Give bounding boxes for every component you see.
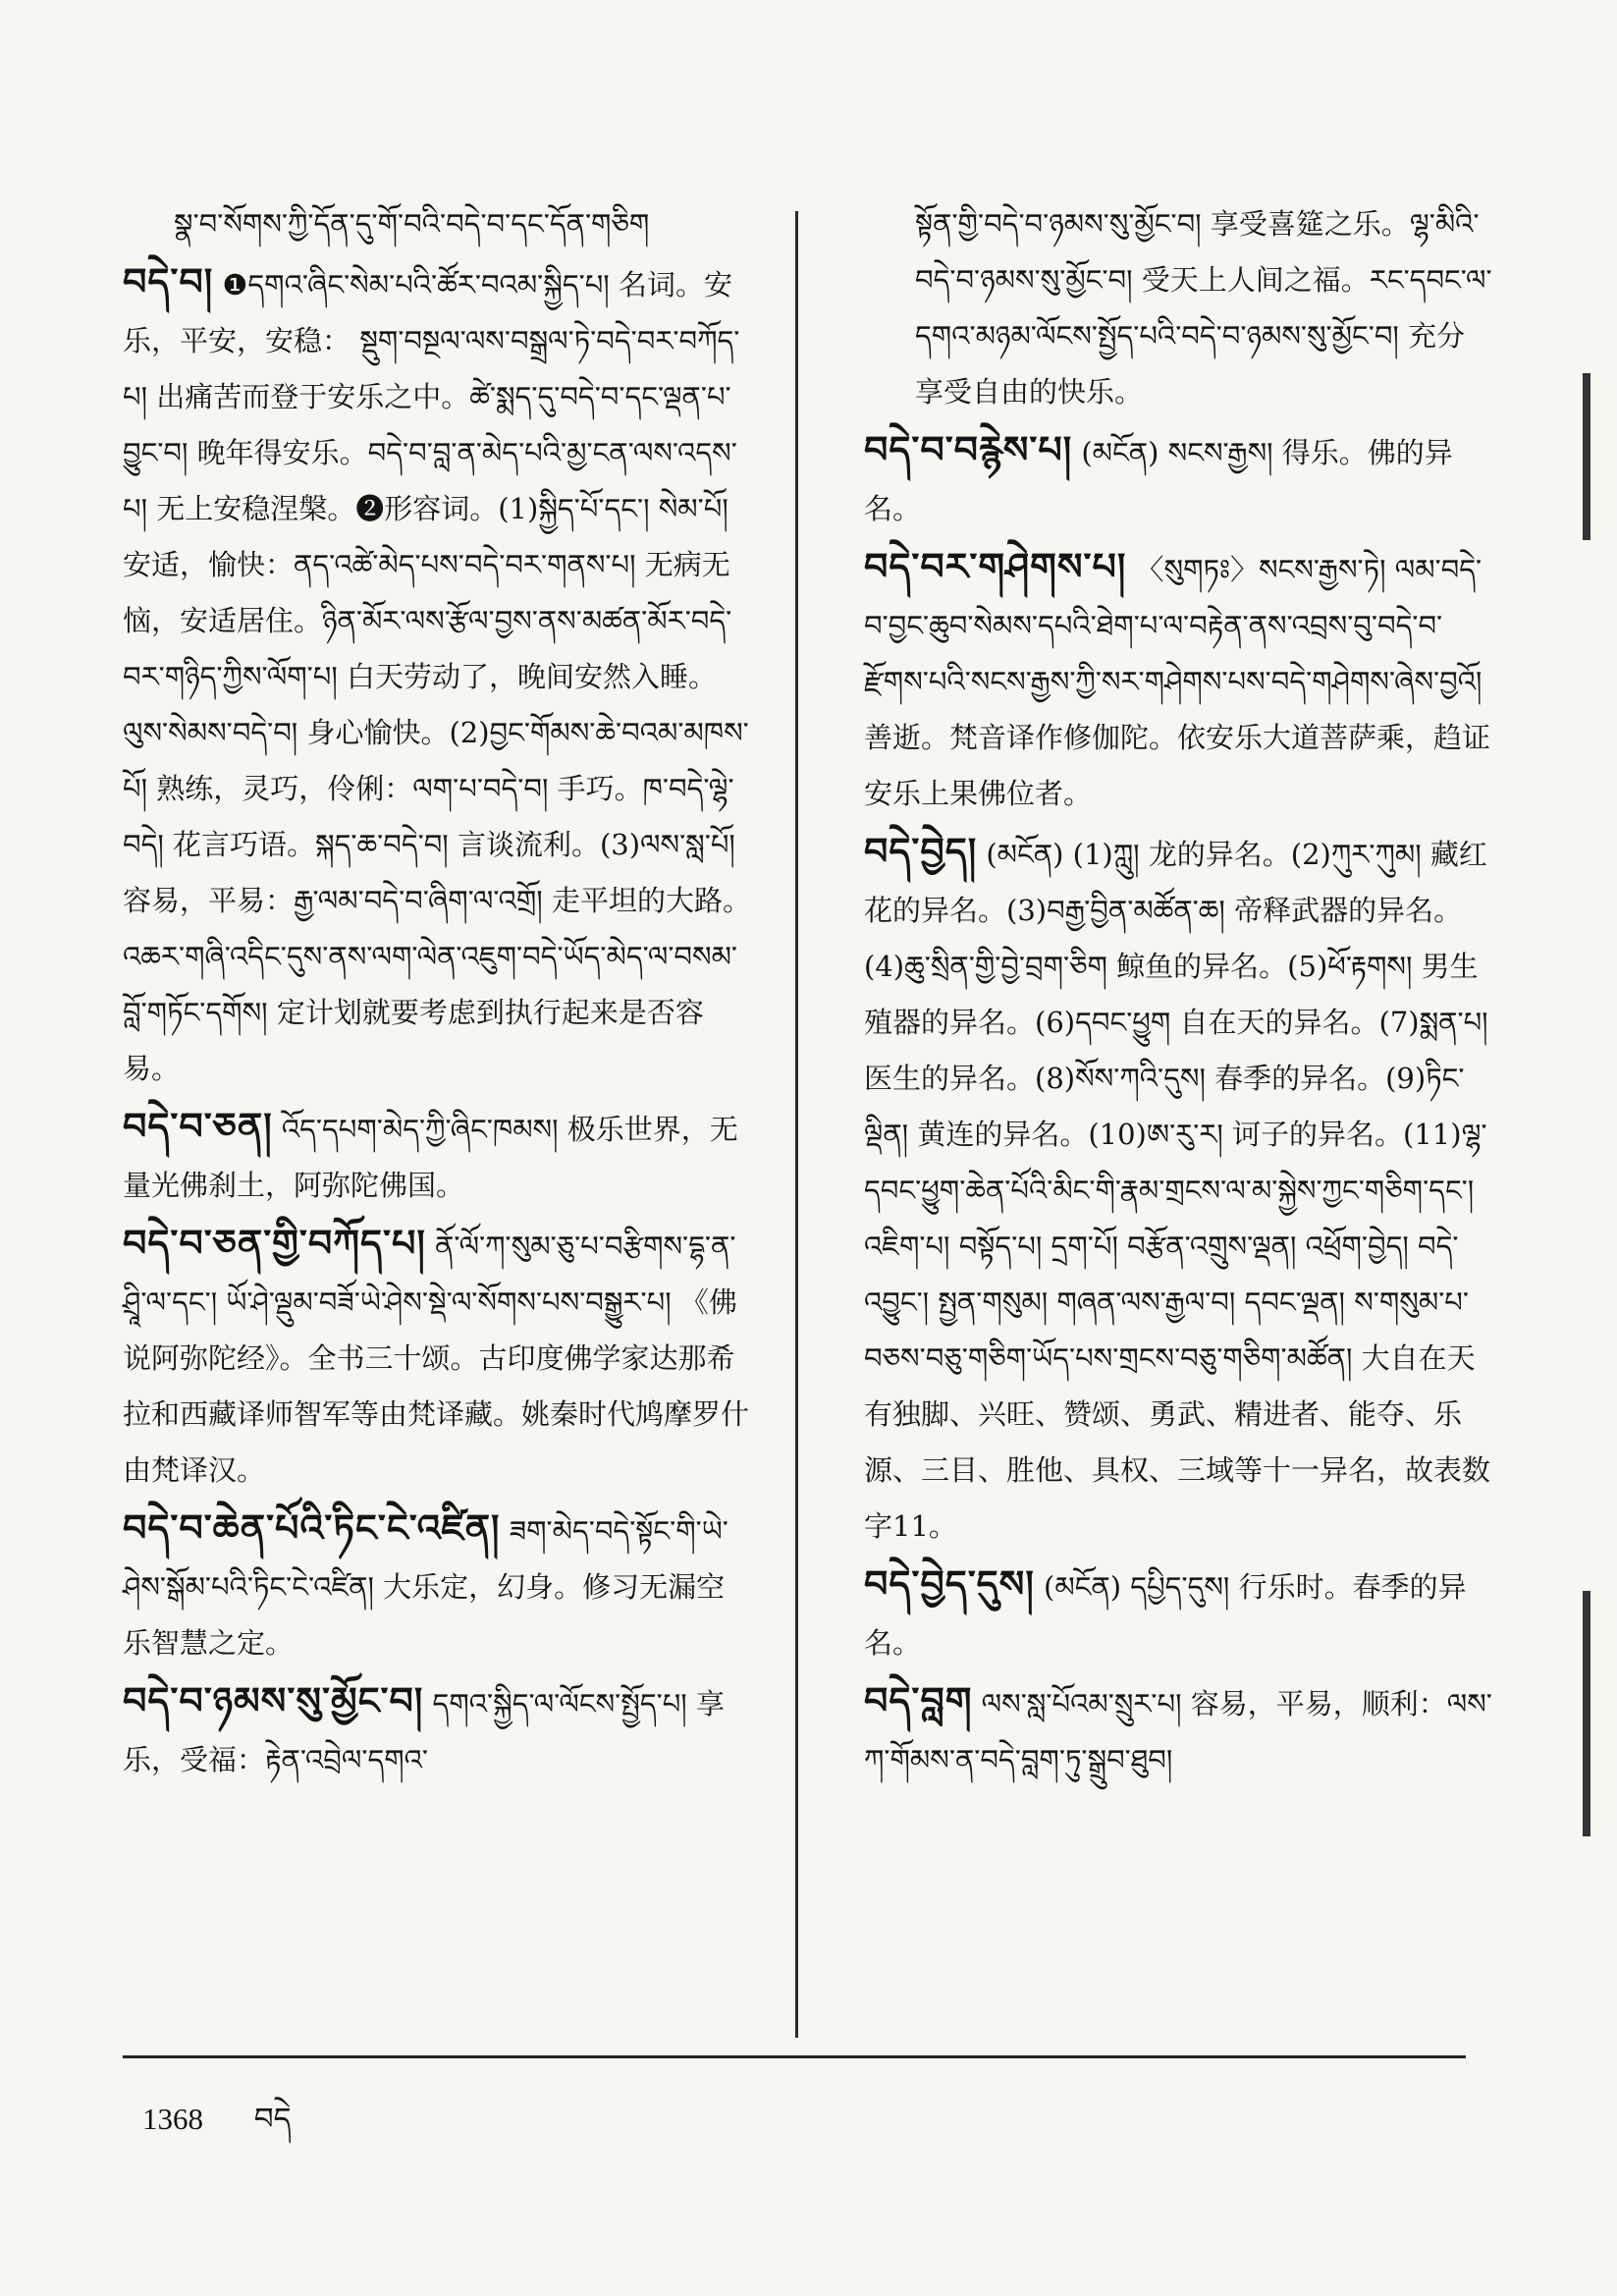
- headword: བདེ་བྱེད།: [864, 830, 978, 873]
- definition: ནོ་ལོ་ཀ་སུམ་ཅུ་པ་བརྩིགས་དྷ་ན་ཤྲཱི་ལ་དང་། ཡོ་ཤེ་ལྡུམ་བཟོ་ཡེ་ཤེས་སྡེ་ལ་སོགས་པས་བསྒྱུར་པ། 《佛说阿弥陀经》。全书三十颂。古印度佛学家达那希拉和西藏译师智军等由梵译藏。姚秦时代鸠摩罗什由梵译汉。: [123, 1230, 750, 1487]
- headword: བདེ་བ་བརྙེས་པ།: [864, 428, 1073, 471]
- definition: འོད་དཔག་མེད་ཀྱི་ཞིང་ཁམས། 极乐世界，无量光佛刹土，阿弥陀佛国。: [123, 1113, 738, 1202]
- dictionary-entry: [864, 1557, 1492, 1671]
- definition: (མངོན) དཔྱིད་དུས། 行乐时。春季的异名。: [864, 1570, 1467, 1660]
- column-divider: [795, 211, 798, 2038]
- headword: བདེ་བར་གཤེགས་པ།: [864, 545, 1127, 588]
- dictionary-entry: [864, 539, 1492, 822]
- dictionary-entry: [864, 1673, 1492, 1788]
- dictionary-entry: [123, 1099, 751, 1214]
- dictionary-entry: [123, 1216, 751, 1499]
- headword: བདེ་བ་ཅན་གྱི་བཀོད་པ།: [123, 1222, 426, 1265]
- page-footer: [142, 2085, 292, 2170]
- dictionary-entry: [123, 254, 751, 1097]
- page-number: 1368: [142, 2102, 203, 2136]
- binding-edge-mark: [1583, 1591, 1590, 1836]
- headword: བདེ་བྱེད་དུས།: [864, 1562, 1035, 1606]
- headword: བདེ་བླག: [864, 1679, 973, 1722]
- continuation-entry: སྣ་བ་སོགས་ཀྱི་དོན་དུ་གོ་བའི་བདེ་བ་དང་དོན་གཅིག: [174, 207, 650, 241]
- left-column: [123, 196, 751, 1790]
- dictionary-entry: [123, 1673, 751, 1788]
- running-head: བདེ: [253, 2102, 292, 2136]
- definition: 〈སུགཏཿ〉སངས་རྒྱས་ཏེ། ལམ་བདེ་བ་བྱང་ཆུབ་སེམས་དཔའི་ཐེག་པ་ལ་བརྟེན་ནས་འབྲས་བུ་བདེ་བ་རྫོགས་པའི་སངས་རྒྱས་ཀྱི་སར་གཤེགས་པས་བདེ་གཤེགས་ཞེས་བྱའོ། 善逝。梵音译作修伽陀。依安乐大道菩萨乘，趋证安乐上果佛位者。: [864, 553, 1491, 810]
- headword: བདེ་བ་ཉམས་སུ་མྱོང་བ།: [123, 1679, 424, 1722]
- right-column: [864, 196, 1492, 1790]
- binding-edge-mark: [1583, 373, 1590, 540]
- definition: དགའ་སྐྱིད་ལ་ལོངས་སྤྱོད་པ། 享乐，受福：རྟེན་འབྲེལ་དགའ་: [123, 1687, 725, 1777]
- dictionary-entry: [864, 824, 1492, 1555]
- definition: (མངོན) (1)ཀླུ། 龙的异名。(2)ཀུར་ཀུམ། 藏红花的异名。(3)བརྒྱ་བྱིན་མཚོན་ཆ། 帝释武器的异名。(4)ཆུ་སྲིན་གྱི་བྱེ་བྲག་ཅིག 鲸鱼的异名。(5)ཕོ་རྟགས། 男生殖器的异名。(6)དབང་ཕྱུག 自在天的异名。(7)སྨན་པ། 医生的异名。(8)སོས་ཀའི་དུས། 春季的异名。(9)ཏིང་ལྡིན། 黄连的异名。(10)ཨ་རུ་ར། 诃子的异名。(11)ལྷ་དབང་ཕྱུག་ཆེན་པོའི་མིང་གི་རྣམ་གྲངས་ལ་མ་སྐྱེས་ཀྱང་གཅིག་དང་། འཇིག་པ། བསྟོད་པ། དྲག་པོ། བརྩོན་འགྲུས་ལྡན། འཕྲོག་བྱེད། བདེ་འབྱུང་། སྤྱན་གསུམ། གཞན་ལས་རྒྱལ་བ། དབང་ལྡན། ས་གསུམ་པ་བཅས་བཅུ་གཅིག་ཡོད་པས་གྲངས་བཅུ་གཅིག་མཚོན། 大自在天有独脚、兴旺、赞颂、勇武、精进者、能夺、乐源、三目、胜他、具权、三域等十一异名，故表数字11。: [864, 838, 1491, 1543]
- headword: བདེ་བ།: [123, 260, 214, 303]
- definition: ཟག་མེད་བདེ་སྟོང་གི་ཡེ་ཤེས་སྒོམ་པའི་ཏིང་ངེ་འཛིན། 大乐定，幻身。修习无漏空乐智慧之定。: [123, 1514, 728, 1660]
- continuation-entry: སྟོན་གྱི་བདེ་བ་ཉམས་སུ་མྱོང་བ། 享受喜筵之乐。ལྷ་མིའི་བདེ་བ་ཉམས་སུ་མྱོང་བ། 受天上人间之福。རང་དབང་ལ་དགའ་མཉམ་ལོངས་སྤྱོད་པའི་བདེ་བ་ཉམས་སུ་མྱོང་བ། 充分享受自由的快乐。: [915, 207, 1492, 409]
- definition: ལས་སླ་པོའམ་སྲུར་པ། 容易，平易，顺利：ལས་ཀ་གོམས་ན་བདེ་བླག་ཏུ་སྒྲུབ་ཐུབ།: [864, 1687, 1492, 1777]
- dictionary-entry: [864, 422, 1492, 537]
- headword: བདེ་བ་ཆེན་པོའི་ཏིང་ངེ་འཛིན།: [123, 1506, 501, 1550]
- definition: ❶དགའ་ཞིང་སེམ་པའི་ཚོར་བའམ་སྐྱིད་པ། 名词。安乐，平安，安稳： སྡུག་བསྔལ་ལས་བསྒྲལ་ཏེ་བདེ་བར་བཀོད་པ། 出痛苦而登于安乐之中。ཚེ་སྨད་དུ་བདེ་བ་དང་ལྡན་པ་བྱུང་བ། 晚年得安乐。བདེ་བ་བླ་ན་མེད་པའི་མྱ་ངན་ལས་འདས་པ། 无上安稳涅槃。❷形容词。(1)སྐྱིད་པོ་དང་། སེམ་པོ། 安适，愉快：ནད་འཚེ་མེད་པས་བདེ་བར་གནས་པ། 无病无恼，安适居住。ཉིན་མོར་ལས་རྩོལ་བྱས་ནས་མཚན་མོར་བདེ་བར་གཉིད་ཀྱིས་ལོག་པ། 白天劳动了，晚间安然入睡。ལུས་སེམས་བདེ་བ། 身心愉快。(2)བྱང་གོམས་ཆེ་བའམ་མཁས་པོ། 熟练，灵巧，伶俐：ལག་པ་བདེ་བ། 手巧。ཁ་བདེ་ལྷེ་བདེ། 花言巧语。སྐད་ཆ་བདེ་བ། 言谈流利。(3)ལས་སླ་པོ། 容易，平易：རྒྱ་ལམ་བདེ་བ་ཞིག་ལ་འགྲོ། 走平坦的大路。འཆར་གཞི་འདིང་དུས་ནས་ལག་ལེན་འཇུག་བདེ་ཡོད་མེད་ལ་བསམ་བློ་གཏོང་དགོས། 定计划就要考虑到执行起来是否容易。: [123, 268, 751, 1085]
- definition: (མངོན) སངས་རྒྱས། 得乐。佛的异名。: [864, 436, 1453, 525]
- headword: བདེ་བ་ཅན།: [123, 1105, 273, 1148]
- dictionary-entry: [123, 1501, 751, 1671]
- footer-rule: [123, 2055, 1466, 2058]
